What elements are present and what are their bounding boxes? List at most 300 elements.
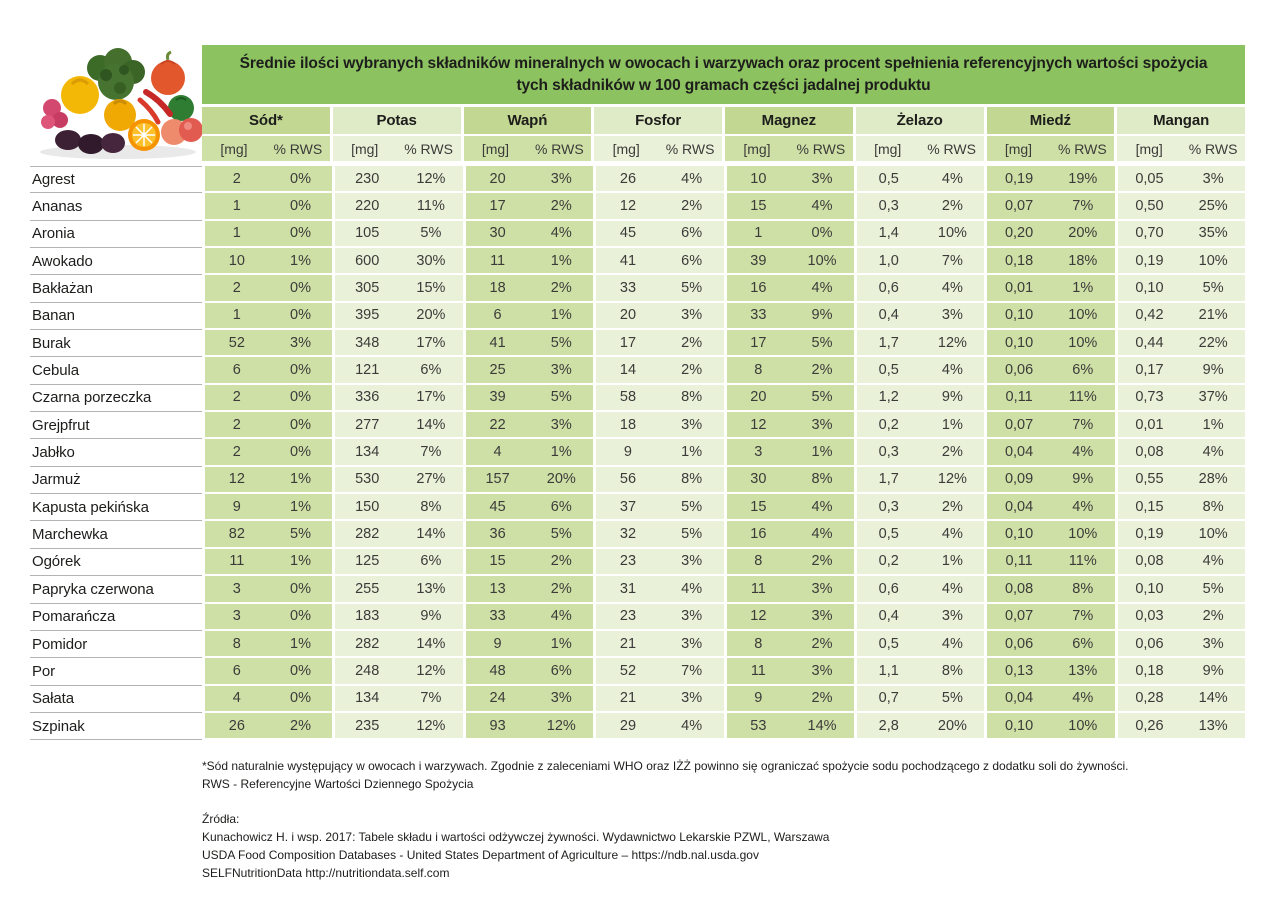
cell-rws-value: 1% <box>550 252 572 269</box>
cell-rws-value: 8% <box>681 389 703 406</box>
cell-group-mied <box>987 193 1114 220</box>
cell-rws-value: 0% <box>290 580 312 597</box>
cell-group-mangan <box>1118 713 1245 740</box>
cell-mg-value: 305 <box>355 280 380 297</box>
cell-group-potas <box>335 576 462 603</box>
cell-group-s-d <box>205 166 332 193</box>
cell-rws-value: 4% <box>681 170 703 187</box>
cell-group-s-d <box>205 686 332 713</box>
cell-group-wap <box>466 521 593 548</box>
cell-group-fosfor <box>596 221 723 248</box>
table-row-awokado <box>30 248 1245 275</box>
table-row-jarmu <box>30 467 1245 494</box>
row-label: Awokado <box>30 248 202 275</box>
table-row-sa-ata <box>30 686 1245 713</box>
row-label: Ananas <box>30 193 202 220</box>
cell-rws-value: 2% <box>811 362 833 379</box>
cell-group-fosfor <box>596 412 723 439</box>
cell-rws-value: 20% <box>546 471 576 488</box>
cell-group-elazo <box>857 467 984 494</box>
cell-rws-value: 3% <box>811 416 833 433</box>
cell-group-mied <box>987 303 1114 330</box>
cell-mg-value: 0,26 <box>1135 717 1164 734</box>
cell-group-s-d <box>205 221 332 248</box>
cell-rws-value: 1% <box>941 416 963 433</box>
cell-rws-value: 5% <box>681 498 703 515</box>
column-group-potas: Potas <box>333 107 461 134</box>
cell-mg-value: 10 <box>228 252 245 269</box>
cell-group-potas <box>335 385 462 412</box>
cell-mg-value: 0,3 <box>878 198 899 215</box>
subheader-group-elazo <box>856 136 984 161</box>
cell-group-mangan <box>1118 385 1245 412</box>
cell-group-elazo <box>857 193 984 220</box>
cell-rws-value: 11% <box>1068 553 1097 570</box>
footnote-sodium: *Sód naturalnie występujący w owocach i warzywach. Zgodnie z zaleceniami WHO oraz IŻŻ powinno się ograniczać spożycie sodu pochodzącego z dodatku soli do żywności. <box>202 759 1129 773</box>
cell-mg-value: 0,28 <box>1135 690 1164 707</box>
cell-rws-value: 11% <box>416 198 445 215</box>
cell-rws-value: 1% <box>290 252 312 269</box>
cell-rws-value: 6% <box>1072 362 1094 379</box>
row-label: Banan <box>30 303 202 330</box>
cell-mg-value: 0,6 <box>878 580 899 597</box>
cell-mg-value: 26 <box>619 170 637 187</box>
table-row-jab-ko <box>30 439 1245 466</box>
subheader-mg: [mg] <box>612 140 640 157</box>
cell-rws-value: 7% <box>420 444 442 461</box>
source-item: Kunachowicz H. i wsp. 2017: Tabele składu i wartości odżywczej żywności. Wydawnictwo Lekarskie PZWL, Warszawa <box>202 830 830 844</box>
cell-group-wap <box>466 412 593 439</box>
cell-mg-value: 2,8 <box>878 717 899 734</box>
cell-mg-value: 0,20 <box>1004 225 1034 242</box>
cell-group-magnez <box>727 193 854 220</box>
cell-mg-value: 45 <box>489 498 506 515</box>
column-group-magnez: Magnez <box>725 107 853 134</box>
subheader-group-mangan <box>1117 136 1245 161</box>
subheader-group-magnez <box>725 136 853 161</box>
cell-mg-value: 23 <box>619 608 637 625</box>
column-group-mangan: Mangan <box>1117 107 1245 134</box>
cell-group-fosfor <box>596 439 723 466</box>
cell-group-potas <box>335 604 462 631</box>
cell-mg-value: 0,09 <box>1004 471 1034 488</box>
cell-rws-value: 5% <box>550 389 572 406</box>
cell-mg-value: 2 <box>232 416 241 433</box>
cell-group-mied <box>987 549 1114 576</box>
row-label: Pomidor <box>30 631 202 658</box>
cell-mg-value: 10 <box>750 170 767 187</box>
cell-group-wap <box>466 248 593 275</box>
column-group-wap: Wapń <box>464 107 592 134</box>
row-label: Por <box>30 658 202 685</box>
cell-group-fosfor <box>596 658 723 685</box>
cell-mg-value: 2 <box>232 280 241 297</box>
cell-rws-value: 4% <box>941 280 963 297</box>
cell-mg-value: 230 <box>355 170 380 187</box>
cell-rws-value: 3% <box>550 416 572 433</box>
cell-rws-value: 3% <box>941 608 963 625</box>
cell-rws-value: 1% <box>550 307 572 324</box>
table-title: Średnie ilości wybranych składników mineralnych w owocach i warzywach oraz procent spełnienia referencyjnych wartości spożycia tych składników w 100 gramach części jadalnej produktu <box>202 45 1245 104</box>
subheader-rws: % RWS <box>534 140 584 157</box>
cell-rws-value: 0% <box>290 690 312 707</box>
minerals-table-header <box>202 45 1245 161</box>
cell-mg-value: 0,18 <box>1135 662 1164 679</box>
cell-rws-value: 1% <box>550 444 572 461</box>
cell-rws-value: 3% <box>290 334 312 351</box>
cell-group-mangan <box>1118 631 1245 658</box>
cell-group-potas <box>335 193 462 220</box>
cell-group-wap <box>466 303 593 330</box>
cell-group-mied <box>987 357 1114 384</box>
cell-rws-value: 2% <box>681 362 703 379</box>
cell-group-s-d <box>205 303 332 330</box>
cell-group-mied <box>987 385 1114 412</box>
cell-rws-value: 5% <box>811 334 833 351</box>
row-label: Sałata <box>30 686 202 713</box>
cell-group-magnez <box>727 412 854 439</box>
cell-mg-value: 8 <box>754 635 763 652</box>
cell-rws-value: 8% <box>1072 580 1094 597</box>
cell-mg-value: 600 <box>355 252 380 269</box>
cell-mg-value: 33 <box>619 280 637 297</box>
cell-mg-value: 220 <box>355 198 380 215</box>
cell-mg-value: 0,5 <box>878 362 899 379</box>
cell-mg-value: 8 <box>754 362 763 379</box>
cell-rws-value: 4% <box>811 198 833 215</box>
cell-group-magnez <box>727 248 854 275</box>
cell-mg-value: 0,07 <box>1004 608 1034 625</box>
cell-mg-value: 30 <box>489 225 506 242</box>
cell-group-potas <box>335 658 462 685</box>
cell-mg-value: 150 <box>355 498 380 515</box>
cell-group-potas <box>335 303 462 330</box>
cell-mg-value: 0,08 <box>1004 580 1034 597</box>
cell-rws-value: 0% <box>290 170 312 187</box>
cell-rws-value: 6% <box>550 662 572 679</box>
cell-rws-value: 5% <box>290 526 312 543</box>
cell-rws-value: 5% <box>1202 280 1224 297</box>
cell-rws-value: 10% <box>1198 252 1228 269</box>
subheader-group-potas <box>333 136 461 161</box>
cell-rws-value: 14% <box>807 717 837 734</box>
cell-group-magnez <box>727 713 854 740</box>
cell-mg-value: 4 <box>232 690 241 707</box>
cell-mg-value: 39 <box>489 389 506 406</box>
cell-rws-value: 14% <box>416 526 446 543</box>
cell-rws-value: 7% <box>681 662 703 679</box>
table-row-czarna-porzeczka <box>30 385 1245 412</box>
row-label: Burak <box>30 330 202 357</box>
cell-rws-value: 10% <box>1068 307 1098 324</box>
cell-group-magnez <box>727 330 854 357</box>
cell-rws-value: 13% <box>416 580 446 597</box>
footnotes <box>202 757 1252 793</box>
cell-rws-value: 2% <box>681 198 703 215</box>
cell-mg-value: 58 <box>619 389 637 406</box>
cell-rws-value: 8% <box>941 662 963 679</box>
cell-mg-value: 82 <box>228 526 245 543</box>
cell-group-s-d <box>205 412 332 439</box>
cell-rws-value: 9% <box>811 307 833 324</box>
cell-mg-value: 1,1 <box>878 662 899 679</box>
cell-rws-value: 3% <box>681 553 703 570</box>
cell-mg-value: 0,10 <box>1004 717 1034 734</box>
cell-group-potas <box>335 412 462 439</box>
cell-mg-value: 11 <box>750 580 766 597</box>
cell-rws-value: 10% <box>1068 717 1098 734</box>
cell-group-s-d <box>205 549 332 576</box>
cell-mg-value: 13 <box>489 580 506 597</box>
cell-group-wap <box>466 166 593 193</box>
cell-rws-value: 1% <box>811 444 833 461</box>
cell-mg-value: 26 <box>228 717 245 734</box>
cell-rws-value: 3% <box>550 362 572 379</box>
cell-mg-value: 1,7 <box>878 471 899 488</box>
cell-group-potas <box>335 521 462 548</box>
sources-heading: Źródła: <box>202 812 240 826</box>
cell-rws-value: 0% <box>290 280 312 297</box>
cell-group-wap <box>466 576 593 603</box>
cell-mg-value: 11 <box>490 252 506 269</box>
cell-mg-value: 125 <box>355 553 380 570</box>
cell-rws-value: 21% <box>1198 307 1228 324</box>
cell-mg-value: 336 <box>355 389 380 406</box>
cell-group-elazo <box>857 303 984 330</box>
table-row-banan <box>30 303 1245 330</box>
cell-rws-value: 12% <box>416 170 446 187</box>
cell-mg-value: 0,2 <box>878 553 899 570</box>
cell-mg-value: 0,11 <box>1005 553 1033 570</box>
cell-mg-value: 0,4 <box>878 307 899 324</box>
table-row-cebula <box>30 357 1245 384</box>
cell-mg-value: 1,4 <box>878 225 899 242</box>
cell-rws-value: 2% <box>941 498 963 515</box>
subheader-rws: % RWS <box>927 140 976 157</box>
row-label: Marchewka <box>30 521 202 548</box>
cell-rws-value: 1% <box>550 635 572 652</box>
cell-mg-value: 277 <box>355 416 380 433</box>
cell-mg-value: 20 <box>750 389 767 406</box>
cell-mg-value: 0,10 <box>1004 526 1034 543</box>
cell-rws-value: 2% <box>550 280 572 297</box>
cell-group-wap <box>466 549 593 576</box>
cell-group-elazo <box>857 439 984 466</box>
cell-group-mangan <box>1118 330 1245 357</box>
cell-mg-value: 0,05 <box>1135 170 1164 187</box>
cell-mg-value: 0,19 <box>1135 526 1164 543</box>
cell-mg-value: 0,17 <box>1135 362 1164 379</box>
cell-group-magnez <box>727 604 854 631</box>
cell-mg-value: 15 <box>750 198 767 215</box>
subheader-rws: % RWS <box>1057 140 1107 157</box>
cell-mg-value: 0,06 <box>1004 362 1034 379</box>
cell-rws-value: 28% <box>1198 471 1228 488</box>
table-row-ananas <box>30 193 1245 220</box>
cell-group-mangan <box>1118 166 1245 193</box>
cell-rws-value: 9% <box>420 608 442 625</box>
cell-group-elazo <box>857 221 984 248</box>
cell-group-potas <box>335 275 462 302</box>
cell-group-elazo <box>857 248 984 275</box>
cell-mg-value: 121 <box>355 362 380 379</box>
cell-group-potas <box>335 713 462 740</box>
cell-mg-value: 12 <box>750 416 767 433</box>
cell-group-mied <box>987 631 1114 658</box>
table-row-grejpfrut <box>30 412 1245 439</box>
cell-mg-value: 248 <box>355 662 380 679</box>
cell-group-elazo <box>857 521 984 548</box>
cell-mg-value: 30 <box>750 471 767 488</box>
cell-mg-value: 530 <box>355 471 380 488</box>
cell-mg-value: 21 <box>619 690 637 707</box>
cell-rws-value: 8% <box>811 471 833 488</box>
cell-group-elazo <box>857 576 984 603</box>
cell-rws-value: 17% <box>416 334 446 351</box>
subheader-row <box>202 136 1245 161</box>
cell-group-potas <box>335 631 462 658</box>
cell-mg-value: 39 <box>750 252 767 269</box>
cell-rws-value: 3% <box>550 170 572 187</box>
cell-rws-value: 4% <box>811 526 833 543</box>
cell-mg-value: 0,5 <box>878 170 899 187</box>
cell-rws-value: 4% <box>941 362 963 379</box>
cell-group-elazo <box>857 549 984 576</box>
cell-group-wap <box>466 631 593 658</box>
cell-group-potas <box>335 549 462 576</box>
row-label: Szpinak <box>30 713 202 740</box>
cell-rws-value: 20% <box>416 307 446 324</box>
cell-mg-value: 17 <box>750 334 767 351</box>
cell-mg-value: 0,10 <box>1135 580 1164 597</box>
cell-rws-value: 1% <box>290 471 312 488</box>
cell-group-elazo <box>857 357 984 384</box>
cell-mg-value: 0,44 <box>1135 334 1164 351</box>
subheader-group-mied <box>987 136 1115 161</box>
cell-group-mied <box>987 439 1114 466</box>
cell-mg-value: 0,08 <box>1135 444 1164 461</box>
cell-rws-value: 11% <box>1068 389 1097 406</box>
subheader-mg: [mg] <box>220 140 248 157</box>
cell-group-mangan <box>1118 303 1245 330</box>
cell-rws-value: 2% <box>811 690 833 707</box>
cell-rws-value: 8% <box>681 471 703 488</box>
cell-group-fosfor <box>596 275 723 302</box>
cell-mg-value: 24 <box>489 690 506 707</box>
cell-mg-value: 0,11 <box>1005 389 1033 406</box>
cell-group-fosfor <box>596 166 723 193</box>
table-row-burak <box>30 330 1245 357</box>
cell-rws-value: 2% <box>811 635 833 652</box>
cell-group-elazo <box>857 275 984 302</box>
cell-mg-value: 0,73 <box>1135 389 1164 406</box>
cell-mg-value: 157 <box>485 471 510 488</box>
cell-mg-value: 17 <box>489 198 506 215</box>
cell-mg-value: 20 <box>489 170 506 187</box>
cell-rws-value: 3% <box>550 690 572 707</box>
cell-rws-value: 3% <box>811 170 833 187</box>
cell-mg-value: 12 <box>228 471 245 488</box>
cell-rws-value: 14% <box>416 635 446 652</box>
cell-rws-value: 12% <box>416 717 446 734</box>
cell-rws-value: 15% <box>416 280 446 297</box>
cell-mg-value: 29 <box>619 717 637 734</box>
cell-group-fosfor <box>596 713 723 740</box>
cell-rws-value: 10% <box>937 225 967 242</box>
cell-group-s-d <box>205 658 332 685</box>
cell-group-fosfor <box>596 521 723 548</box>
cell-group-wap <box>466 221 593 248</box>
cell-rws-value: 37% <box>1198 389 1228 406</box>
cell-group-magnez <box>727 467 854 494</box>
cell-rws-value: 20% <box>1068 225 1098 242</box>
cell-rws-value: 9% <box>1072 471 1094 488</box>
cell-mg-value: 235 <box>355 717 380 734</box>
group-header-row <box>202 107 1245 134</box>
cell-mg-value: 0,19 <box>1004 170 1034 187</box>
row-label: Papryka czerwona <box>30 576 202 603</box>
cell-rws-value: 4% <box>811 280 833 297</box>
cell-rws-value: 4% <box>941 635 963 652</box>
table-row-bak-a-an <box>30 275 1245 302</box>
row-label: Cebula <box>30 357 202 384</box>
subheader-rws: % RWS <box>1188 140 1238 157</box>
cell-mg-value: 105 <box>355 225 380 242</box>
cell-rws-value: 1% <box>1202 416 1224 433</box>
cell-rws-value: 1% <box>290 635 312 652</box>
subheader-rws: % RWS <box>404 140 453 157</box>
cell-group-mied <box>987 248 1114 275</box>
cell-mg-value: 8 <box>754 553 763 570</box>
cell-rws-value: 10% <box>807 252 837 269</box>
cell-rws-value: 0% <box>290 416 312 433</box>
cell-mg-value: 32 <box>619 526 637 543</box>
cell-group-fosfor <box>596 330 723 357</box>
cell-mg-value: 1 <box>232 307 241 324</box>
cell-group-fosfor <box>596 631 723 658</box>
cell-mg-value: 0,55 <box>1135 471 1164 488</box>
cell-group-mied <box>987 521 1114 548</box>
cell-group-magnez <box>727 686 854 713</box>
cell-mg-value: 45 <box>619 225 637 242</box>
cell-mg-value: 0,10 <box>1004 307 1034 324</box>
table-row-pomara-cza <box>30 604 1245 631</box>
cell-rws-value: 7% <box>420 690 442 707</box>
cell-rws-value: 25% <box>1198 198 1228 215</box>
cell-group-potas <box>335 467 462 494</box>
subheader-rws: % RWS <box>273 140 323 157</box>
cell-mg-value: 41 <box>489 334 506 351</box>
subheader-mg: [mg] <box>1004 140 1033 157</box>
cell-rws-value: 12% <box>416 662 446 679</box>
cell-rws-value: 35% <box>1198 225 1228 242</box>
cell-group-wap <box>466 467 593 494</box>
cell-rws-value: 4% <box>550 608 572 625</box>
cell-rws-value: 4% <box>941 170 963 187</box>
subheader-mg: [mg] <box>743 140 771 157</box>
cell-group-mangan <box>1118 221 1245 248</box>
cell-rws-value: 7% <box>941 252 963 269</box>
cell-rws-value: 14% <box>416 416 446 433</box>
cell-group-elazo <box>857 494 984 521</box>
cell-rws-value: 2% <box>941 198 963 215</box>
cell-mg-value: 348 <box>355 334 380 351</box>
cell-mg-value: 0,19 <box>1135 252 1164 269</box>
cell-mg-value: 9 <box>754 690 763 707</box>
cell-mg-value: 11 <box>229 553 245 570</box>
cell-mg-value: 3 <box>232 580 241 597</box>
table-row-kapusta-peki-ska <box>30 494 1245 521</box>
